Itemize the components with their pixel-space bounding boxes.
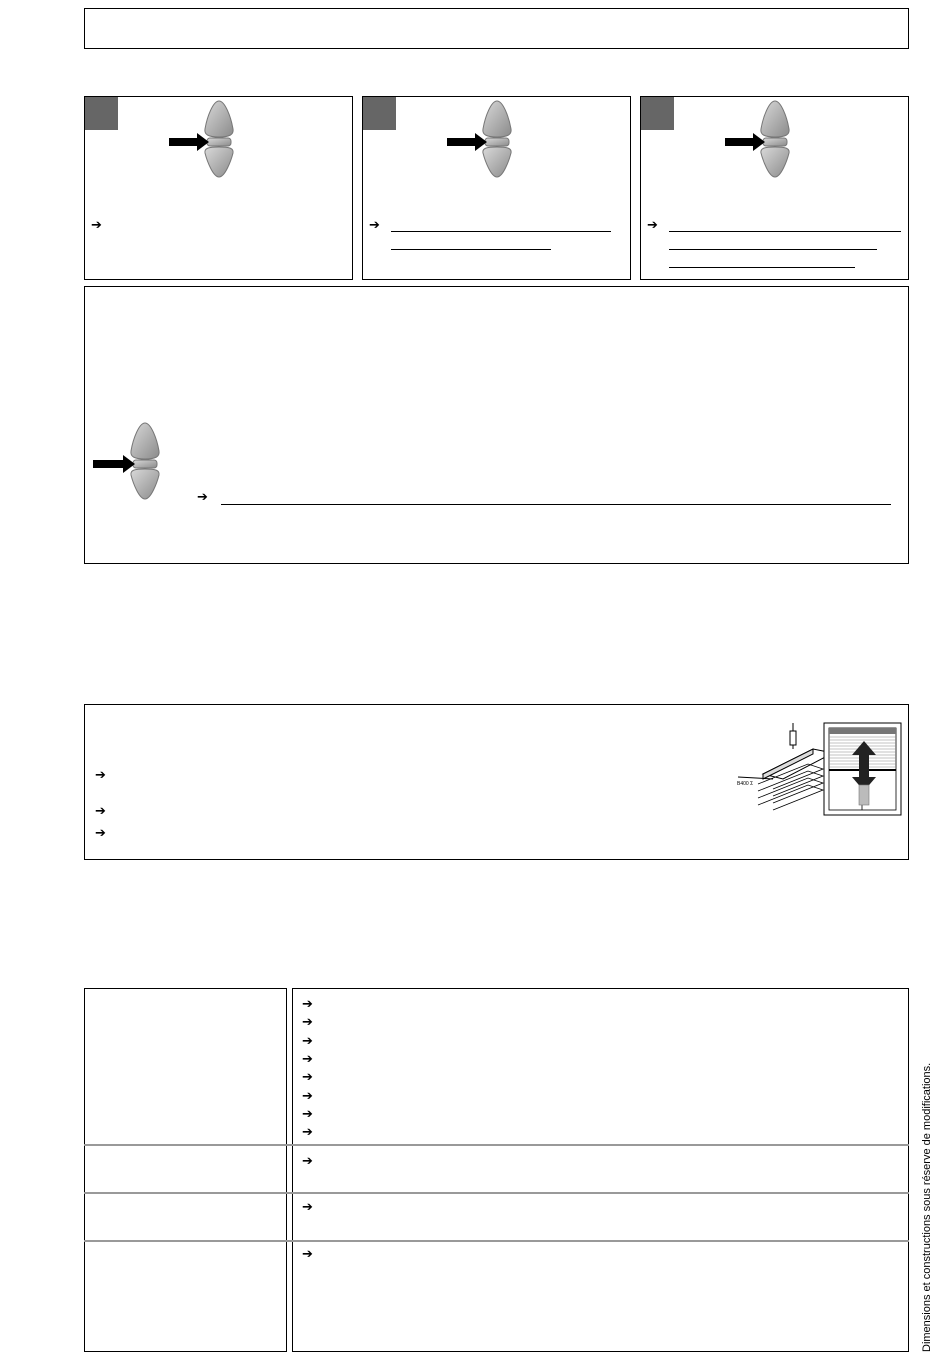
arrow-icon: ➔ [302,1089,313,1104]
arrow-icon: ➔ [302,1034,313,1049]
step-box-2 [362,96,631,280]
arrow-icon: ➔ [95,768,106,783]
remote-control-stop-button-icon [723,99,823,179]
illustration-label: B400 Σ [737,781,754,787]
table-label-column [84,988,287,1352]
arrow-icon: ➔ [302,1200,313,1215]
step-box-1 [84,96,353,280]
table-row-divider [84,1192,909,1194]
underline [391,249,551,250]
underline [669,231,901,232]
remote-control-stop-button-icon [445,99,545,179]
arrow-icon: ➔ [302,1125,313,1140]
adjustment-box [84,704,909,860]
underline [669,267,855,268]
step-badge-1 [85,97,118,130]
arrow-icon: ➔ [647,218,658,233]
arrow-icon: ➔ [95,804,106,819]
step-badge-2 [363,97,396,130]
arrow-icon: ➔ [302,1015,313,1030]
footer-note: Dimensions et constructions sous réserve de modifications. [921,1062,933,1352]
venetian-blind-adjustment-illustration [733,719,903,819]
arrow-icon: ➔ [197,490,208,505]
step-box-3 [640,96,909,280]
arrow-icon: ➔ [302,1107,313,1122]
arrow-icon: ➔ [302,1247,313,1262]
instruction-box [84,286,909,564]
table-row-divider [84,1240,909,1242]
arrow-icon: ➔ [302,1052,313,1067]
underline [391,231,611,232]
remote-control-stop-button-icon [91,421,171,501]
header-box [84,8,909,49]
underline [669,249,877,250]
underline [221,504,891,505]
step-badge-3 [641,97,674,130]
remote-control-stop-button-icon [167,99,267,179]
table-content-column [292,988,909,1352]
arrow-icon: ➔ [369,218,380,233]
arrow-icon: ➔ [95,826,106,841]
arrow-icon: ➔ [302,1070,313,1085]
table-row-divider [84,1144,909,1146]
arrow-icon: ➔ [302,1154,313,1169]
arrow-icon: ➔ [302,997,313,1012]
arrow-icon: ➔ [91,218,102,233]
